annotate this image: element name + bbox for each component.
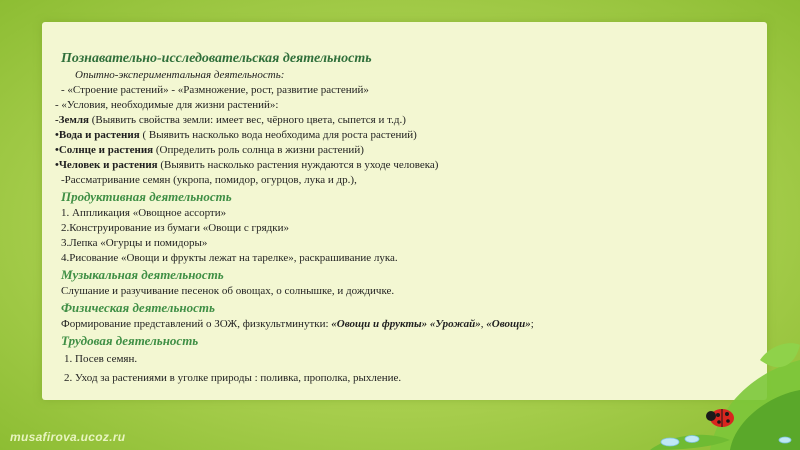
- line-text: ( Выявить насколько вода необходима для роста растений): [139, 129, 417, 141]
- section-heading-labor: Трудовая деятельность: [61, 333, 199, 348]
- section-text: Слушание и разучивание песенок об овощах, о солнышке, и дождичке.: [61, 285, 395, 297]
- text-part: ,: [480, 318, 487, 330]
- text-part: Формирование представлений о ЗОЖ, физкультминутки:: [61, 318, 332, 330]
- watermark: musafirova.ucoz.ru: [10, 430, 126, 444]
- droplet-icon: [779, 437, 791, 443]
- line-text: (Определить роль солнца в жизни растений): [153, 144, 364, 156]
- ladybug-icon: [706, 409, 734, 427]
- list-item: 1. Посев семян.: [64, 353, 138, 365]
- bold-label: •Вода и растения: [55, 129, 140, 141]
- list-item: 3.Лепка «Огурцы и помидоры»: [61, 237, 208, 249]
- text-part: ;: [530, 318, 534, 330]
- section-heading-physical: Физическая деятельность: [61, 300, 215, 315]
- text-line: - «Строение растений» - «Размножение, рост, развитие растений»: [61, 84, 369, 96]
- leaf-ladybug-decoration: [610, 340, 800, 450]
- bold-label: •Человек и растения: [55, 159, 158, 171]
- bold-label: -Земля: [55, 114, 89, 126]
- text-line: [55, 128, 755, 143]
- line-text: (Выявить насколько растения нуждаются в уходе человека): [157, 159, 439, 171]
- text-line: -Рассматривание семян (укропа, помидор, огурцов, лука и др.),: [61, 174, 357, 186]
- list-item: 4.Рисование «Овощи и фрукты лежат на тарелке», раскрашивание лука.: [61, 252, 398, 264]
- bold-label: •Солнце и растения: [55, 144, 154, 156]
- bold-italic-part: «Овощи»: [486, 318, 531, 330]
- section-heading-productive: Продуктивная деятельность: [61, 189, 232, 204]
- list-item: 2.Конструирование из бумаги «Овощи с грядки»: [61, 222, 289, 234]
- list-item: 2. Уход за растениями в уголке природы : поливка, прополка, рыхление.: [64, 372, 402, 384]
- slide-content: [55, 50, 755, 386]
- subtitle: Опытно-экспериментальная деятельность:: [75, 69, 285, 81]
- list-item: 1. Аппликация «Овощное ассорти»: [61, 207, 227, 219]
- bold-italic-part: «Овощи и фрукты» «Урожай»: [331, 318, 481, 330]
- droplet-icon: [661, 438, 679, 446]
- section-text: [61, 317, 755, 332]
- slide-title: Познавательно-исследовательская деятельность: [61, 51, 372, 66]
- text-line: [55, 143, 755, 158]
- text-line: [55, 158, 755, 173]
- text-line: [55, 113, 755, 128]
- line-text: (Выявить свойства земли: имеет вес, чёрного цвета, сыпется и т.д.): [88, 114, 406, 126]
- section-heading-music: Музыкальная деятельность: [61, 267, 224, 282]
- droplet-icon: [685, 436, 699, 443]
- text-line: - «Условия, необходимые для жизни растений»:: [55, 99, 279, 111]
